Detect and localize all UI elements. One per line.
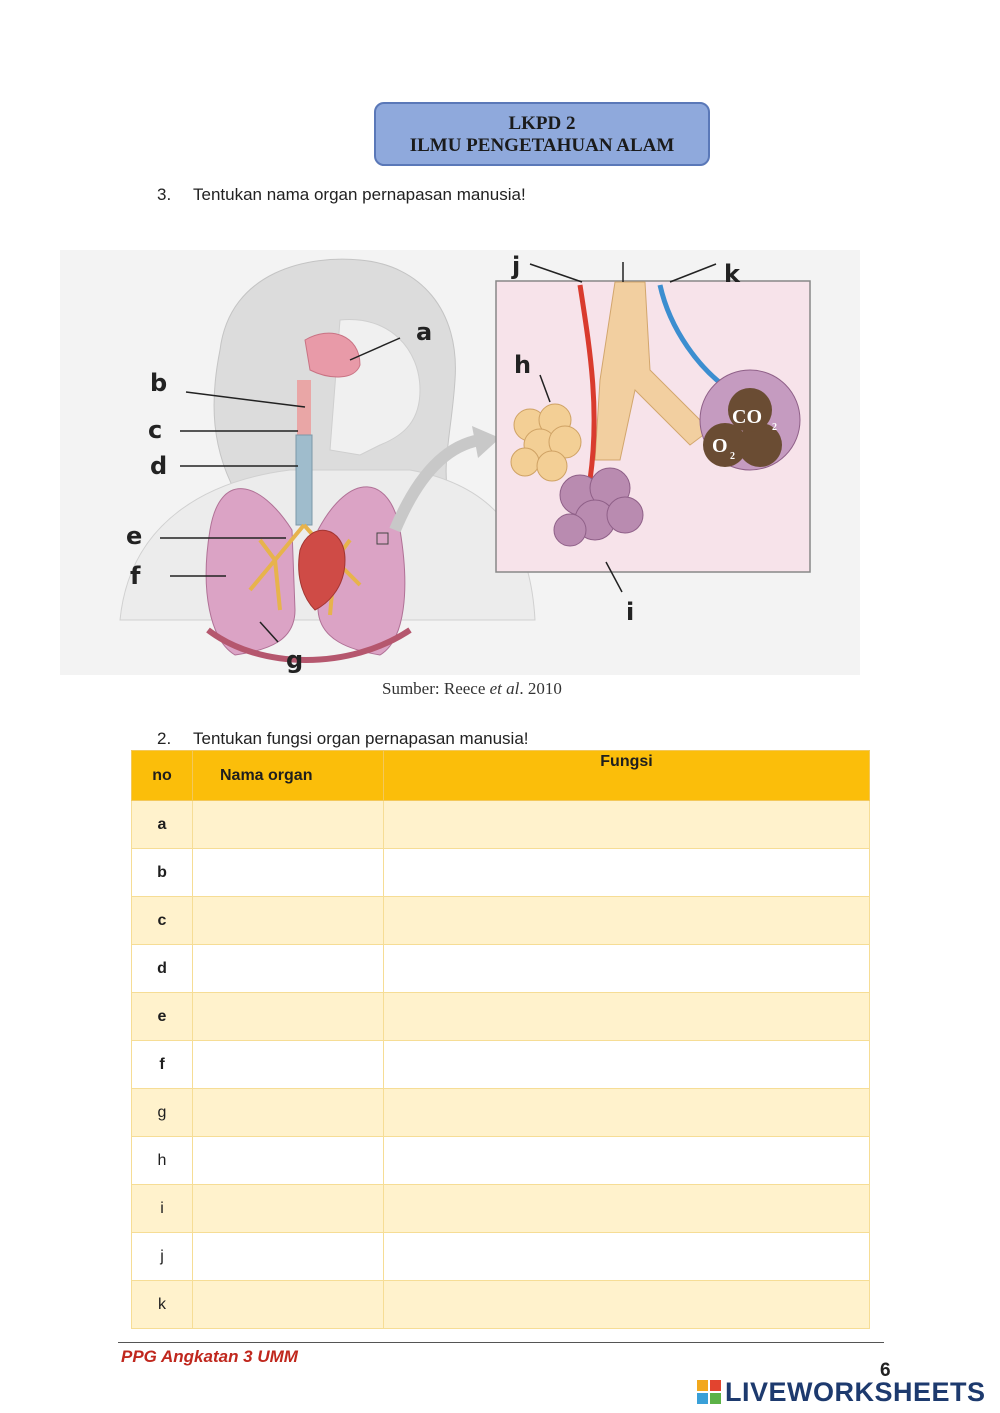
question-2 xyxy=(157,729,529,749)
organ-function-table xyxy=(131,750,870,1329)
table-row xyxy=(132,897,870,945)
organ-name-cell[interactable] xyxy=(193,849,384,897)
caption-italic: et al xyxy=(489,679,520,698)
table-row xyxy=(132,1185,870,1233)
label-i: i xyxy=(626,598,635,626)
row-no: g xyxy=(132,1089,193,1137)
o2-label: O xyxy=(712,435,728,457)
row-no: b xyxy=(132,849,193,897)
liveworksheets-brand: LIVEWORKSHEETS xyxy=(725,1376,986,1407)
header-function: Fungsi xyxy=(384,751,870,801)
question-1 xyxy=(157,185,526,205)
label-f: f xyxy=(130,562,141,590)
caption-suffix: . 2010 xyxy=(519,679,562,698)
organ-name-cell[interactable] xyxy=(193,1137,384,1185)
label-a: a xyxy=(416,318,433,346)
table-row xyxy=(132,1137,870,1185)
row-no: i xyxy=(132,1185,193,1233)
function-cell[interactable] xyxy=(384,1233,870,1281)
table-header-row xyxy=(132,751,870,801)
title-box xyxy=(374,102,710,166)
table-row xyxy=(132,1041,870,1089)
function-cell[interactable] xyxy=(384,1137,870,1185)
title-line-1: LKPD 2 xyxy=(508,113,576,134)
row-no: k xyxy=(132,1281,193,1329)
question-1-text: Tentukan nama organ pernapasan manusia! xyxy=(193,185,526,204)
title-line-2: ILMU PENGETAHUAN ALAM xyxy=(409,135,675,156)
organ-name-cell[interactable] xyxy=(193,897,384,945)
label-e: e xyxy=(126,522,143,550)
label-k: k xyxy=(724,260,740,288)
label-c: c xyxy=(148,416,163,444)
function-cell[interactable] xyxy=(384,1185,870,1233)
table-row xyxy=(132,1281,870,1329)
table-row xyxy=(132,993,870,1041)
organ-name-cell[interactable] xyxy=(193,1233,384,1281)
table-row xyxy=(132,945,870,993)
respiratory-system-illustration xyxy=(60,230,920,680)
function-cell[interactable] xyxy=(384,993,870,1041)
function-cell[interactable] xyxy=(384,849,870,897)
table-row xyxy=(132,1089,870,1137)
label-j: j xyxy=(512,252,521,280)
organ-name-cell[interactable] xyxy=(193,1089,384,1137)
table-row xyxy=(132,849,870,897)
row-no: h xyxy=(132,1137,193,1185)
header-name: Nama organ xyxy=(193,751,384,801)
table-row xyxy=(132,1233,870,1281)
function-cell[interactable] xyxy=(384,945,870,993)
row-no: f xyxy=(132,1041,193,1089)
function-cell[interactable] xyxy=(384,1089,870,1137)
row-no: a xyxy=(132,801,193,849)
trachea xyxy=(296,435,312,525)
co2-subscript: 2 xyxy=(772,422,777,433)
question-1-number: 3. xyxy=(157,185,172,204)
row-no: j xyxy=(132,1233,193,1281)
question-2-number: 2. xyxy=(157,729,172,748)
header-no: no xyxy=(132,751,193,801)
co2-label: CO xyxy=(732,406,762,428)
liveworksheets-watermark xyxy=(697,1377,986,1407)
footer-text: PPG Angkatan 3 UMM xyxy=(121,1347,298,1366)
liveworksheets-logo-icon xyxy=(697,1380,721,1404)
label-d: d xyxy=(150,452,168,480)
question-2-text: Tentukan fungsi organ pernapasan manusia! xyxy=(193,729,529,748)
table-row xyxy=(132,801,870,849)
function-cell[interactable] xyxy=(384,1041,870,1089)
o2-subscript: 2 xyxy=(730,451,735,462)
organ-name-cell[interactable] xyxy=(193,1281,384,1329)
footer-divider xyxy=(118,1342,884,1343)
label-h: h xyxy=(514,351,532,379)
row-no: e xyxy=(132,993,193,1041)
page-number: 6 xyxy=(880,1360,891,1381)
organ-name-cell[interactable] xyxy=(193,945,384,993)
organ-name-cell[interactable] xyxy=(193,1041,384,1089)
label-b: b xyxy=(150,369,168,397)
label-g: g xyxy=(286,646,304,674)
organ-name-cell[interactable] xyxy=(193,801,384,849)
figure-caption xyxy=(382,679,562,699)
organ-name-cell[interactable] xyxy=(193,1185,384,1233)
row-no: d xyxy=(132,945,193,993)
row-no: c xyxy=(132,897,193,945)
function-cell[interactable] xyxy=(384,897,870,945)
function-cell[interactable] xyxy=(384,801,870,849)
organ-name-cell[interactable] xyxy=(193,993,384,1041)
function-cell[interactable] xyxy=(384,1281,870,1329)
caption-prefix: Sumber: Reece xyxy=(382,679,490,698)
